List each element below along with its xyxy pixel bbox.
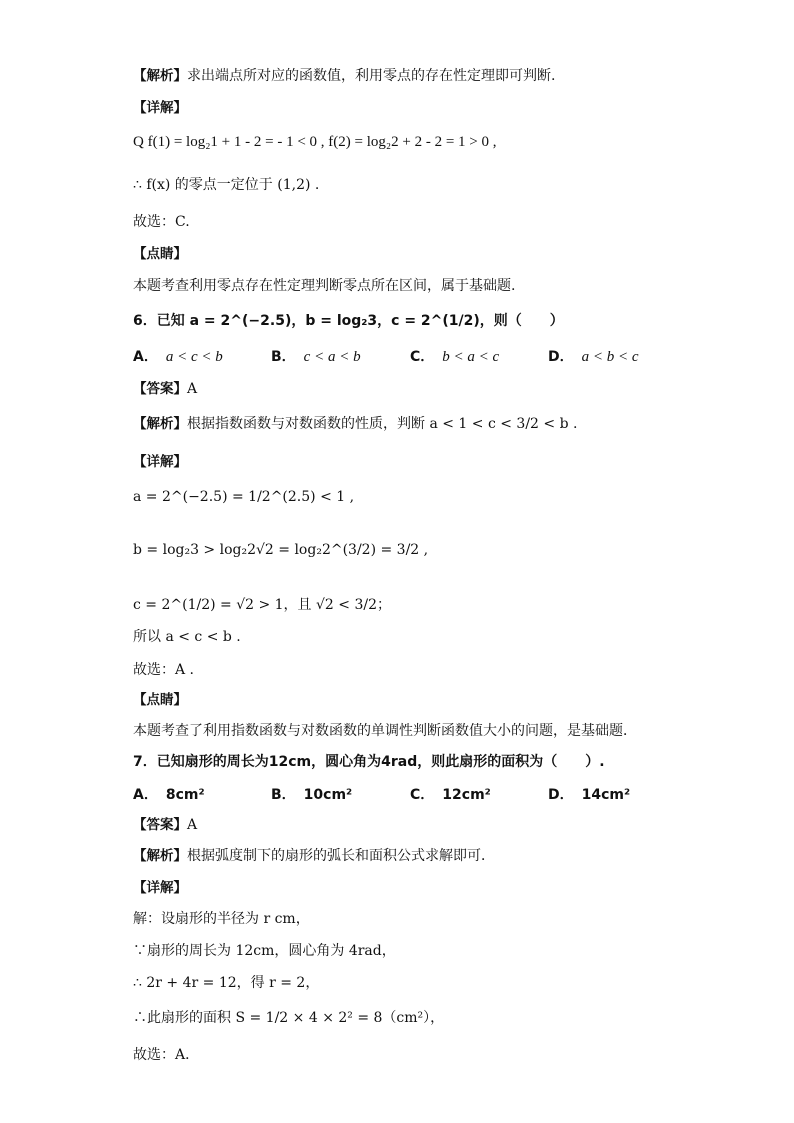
jiexi-tag: 【解析】 — [133, 68, 187, 84]
q6-option-a: A． a < c < b — [133, 349, 223, 365]
xiangjie-tag: 【详解】 — [133, 880, 187, 896]
q7-solution-2: ∵扇形的周长为 12cm，圆心角为 4rad， — [133, 943, 396, 959]
q7-choice: 故选：A． — [133, 1047, 200, 1063]
q7-solution-3: ∴ 2r + 4r = 12，得 r = 2， — [133, 975, 320, 991]
xiangjie-tag: 【详解】 — [133, 454, 187, 470]
q6-answer — [133, 379, 197, 399]
q7-option-d: D． 14cm² — [548, 787, 631, 803]
q6-line-c: c = 2^(1/2) = √2 > 1，且 √2 < 3/2； — [133, 597, 392, 613]
q7-option-a: A． 8cm² — [133, 787, 205, 803]
q7-option-b: B． 10cm² — [271, 787, 353, 803]
xiangjie-tag: 【详解】 — [133, 100, 187, 116]
q5-detail-line2: ∴ f(x) 的零点一定位于 (1,2) . — [133, 177, 320, 193]
q7-jiexi-text: 根据弧度制下的扇形的弧长和面积公式求解即可． — [187, 848, 495, 864]
daan-tag: 【答案】 — [133, 381, 187, 397]
dianjing-tag: 【点睛】 — [133, 246, 187, 262]
q7-solution-1: 解：设扇形的半径为 r cm， — [133, 911, 310, 927]
q5-jiexi — [133, 66, 555, 86]
q7-answer — [133, 815, 197, 835]
jiexi-tag: 【解析】 — [133, 848, 187, 864]
q7-answer-value: A — [187, 817, 198, 833]
q6-line-b: b = log₂3 > log₂2√2 = log₂2^(3/2) = 3/2 , — [133, 542, 429, 558]
q6-answer-value: A — [187, 381, 198, 397]
q6-choice: 故选：A . — [133, 662, 195, 678]
q7-solution-4: ∴此扇形的面积 S = 1/2 × 4 × 2² = 8（cm²）， — [133, 1010, 445, 1026]
q5-jiexi-text: 求出端点所对应的函数值，利用零点的存在性定理即可判断. — [187, 68, 556, 84]
jiexi-tag: 【解析】 — [133, 416, 187, 432]
q5-detail-line1: Q f(1) = log₂1 + 1 - 2 = - 1 < 0 , f(2) = log₂2 + 2 - 2 = 1 > 0 , — [133, 134, 497, 150]
q7-jiexi — [133, 846, 495, 866]
q6-jiexi — [133, 414, 577, 434]
q7-xiangjie-tag — [133, 878, 187, 898]
q6-option-b: B． c < a < b — [271, 349, 361, 365]
q7-option-c: C． 12cm² — [410, 787, 491, 803]
q7-stem: 7．已知扇形的周长为12cm，圆心角为4rad，则此扇形的面积为（ ）. — [133, 754, 605, 770]
q6-xiangjie-tag — [133, 452, 187, 472]
q6-dianjing-text: 本题考查了利用指数函数与对数函数的单调性判断函数值大小的问题，是基础题． — [133, 723, 637, 739]
q5-choice: 故选：C. — [133, 214, 190, 230]
q5-dianjing-tag — [133, 244, 187, 264]
q6-dianjing-tag — [133, 690, 187, 710]
daan-tag: 【答案】 — [133, 817, 187, 833]
q6-option-d: D． a < b < c — [548, 349, 639, 365]
q6-jiexi-text: 根据指数函数与对数函数的性质，判断 a < 1 < c < 3/2 < b . — [187, 416, 578, 432]
q5-dianjing-text: 本题考查利用零点存在性定理判断零点所在区间，属于基础题. — [133, 278, 516, 294]
q5-xiangjie-tag — [133, 98, 187, 118]
q6-option-c: C． b < a < c — [410, 349, 500, 365]
q6-line-a: a = 2^(−2.5) = 1/2^(2.5) < 1 , — [133, 489, 355, 505]
q6-stem: 6．已知 a = 2^(−2.5)，b = log₂3，c = 2^(1/2)，则（ ） — [133, 313, 564, 329]
q6-conclusion: 所以 a < c < b . — [133, 629, 241, 645]
dianjing-tag: 【点睛】 — [133, 692, 187, 708]
